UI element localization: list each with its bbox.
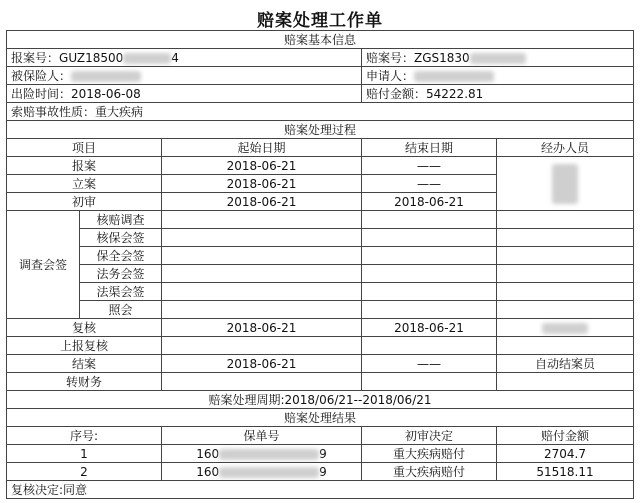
handler-cell [497,157,634,211]
table-row [7,157,634,175]
result-amount: 2704.7 [497,445,634,463]
payout-label: 赔付金额： [366,86,427,101]
process-item: 结案 [7,355,162,373]
table-row [7,49,634,67]
process-period-row [7,391,634,409]
process-item: 转财务 [7,373,162,391]
redacted-blur [470,53,526,64]
claim-number-cell [362,49,634,67]
report-number-suffix: 4 [171,50,179,65]
table-row [7,67,634,85]
process-item: 复核 [7,319,162,337]
table-row [7,337,634,355]
end-date: —— [362,157,497,175]
survey-group-label: 调查会签 [7,211,80,319]
report-number-prefix: GUZ18500 [59,50,124,65]
start-date: 2018-06-21 [162,157,362,175]
table-row [7,229,634,247]
survey-item: 法渠会签 [80,283,162,301]
policy-number-cell [162,445,362,463]
report-number-label: 报案号： [11,50,60,65]
table-row [7,247,634,265]
table-row [7,211,634,229]
table-row [7,445,634,463]
process-item: 上报复核 [7,337,162,355]
survey-item: 照会 [80,301,162,319]
table-row [7,319,634,337]
result-title: 赔案处理结果 [7,409,634,427]
end-date: —— [362,175,497,193]
table-row [7,103,634,121]
column-header-seq: 序号: [7,427,162,445]
table-row [7,355,634,373]
process-column-headers [7,139,634,157]
basic-info-title: 赔案基本信息 [7,31,634,49]
table-row [7,265,634,283]
applicant-label: 申请人： [366,68,415,83]
claim-worksheet-table [6,30,634,499]
document-title: 赔案处理工作单 [257,11,383,31]
result-seq: 1 [7,445,162,463]
column-header-handler: 经办人员 [497,139,634,157]
table-row [7,85,634,103]
policy-suffix: 9 [319,446,327,461]
payout-cell [362,85,634,103]
basic-info-header-row [7,31,634,49]
redacted-blur [71,71,141,82]
start-date: 2018-06-21 [162,193,362,211]
column-header-decision: 初审决定 [362,427,497,445]
insured-label: 被保险人： [11,68,72,83]
claim-number-label: 赔案号： [366,50,415,65]
claim-number-prefix: ZGS1830 [414,50,470,65]
process-header-row [7,121,634,139]
table-row [7,373,634,391]
survey-item: 核赔调查 [80,211,162,229]
process-period: 赔案处理周期:2018/06/21--2018/06/21 [7,391,634,409]
review-decision: 复核决定:同意 [7,481,634,499]
result-seq: 2 [7,463,162,481]
accident-time-label: 出险时间： [11,86,72,101]
end-date: —— [362,355,497,373]
start-date: 2018-06-21 [162,175,362,193]
claim-nature-value: 重大疾病 [95,104,144,119]
policy-prefix: 160 [196,464,220,479]
survey-item: 法务会签 [80,265,162,283]
accident-time-cell [7,85,362,103]
result-header-row [7,409,634,427]
review-decision-row [7,481,634,499]
end-date: 2018-06-21 [362,193,497,211]
result-decision: 重大疾病赔付 [362,445,497,463]
table-row [7,301,634,319]
column-header-policy: 保单号 [162,427,362,445]
redacted-blur [552,164,578,204]
start-date: 2018-06-21 [162,319,362,337]
accident-time-value: 2018-06-08 [71,86,141,101]
redacted-blur [123,53,171,64]
handler-name: 自动结案员 [497,355,634,373]
policy-number-cell [162,463,362,481]
claim-nature-cell [7,103,634,121]
survey-item: 保全会签 [80,247,162,265]
report-number-cell [7,49,362,67]
process-item: 报案 [7,157,162,175]
result-amount: 51518.11 [497,463,634,481]
redacted-blur [219,467,319,478]
policy-prefix: 160 [196,446,220,461]
insured-cell [7,67,362,85]
table-row [7,283,634,301]
column-header-amount: 赔付金额 [497,427,634,445]
redacted-blur [219,449,319,460]
column-header-item: 项目 [7,139,162,157]
process-item: 初审 [7,193,162,211]
result-decision: 重大疾病赔付 [362,463,497,481]
redacted-blur [414,71,494,82]
applicant-cell [362,67,634,85]
process-item: 立案 [7,175,162,193]
table-row [7,463,634,481]
survey-item: 核保会签 [80,229,162,247]
redacted-blur [542,323,588,334]
payout-amount: 54222.81 [426,86,484,101]
start-date: 2018-06-21 [162,355,362,373]
end-date: 2018-06-21 [362,319,497,337]
column-header-start-date: 起始日期 [162,139,362,157]
process-title: 赔案处理过程 [7,121,634,139]
column-header-end-date: 结束日期 [362,139,497,157]
claim-nature-label: 索赔事故性质： [11,104,96,119]
result-column-headers [7,427,634,445]
policy-suffix: 9 [319,464,327,479]
handler-cell [497,319,634,337]
